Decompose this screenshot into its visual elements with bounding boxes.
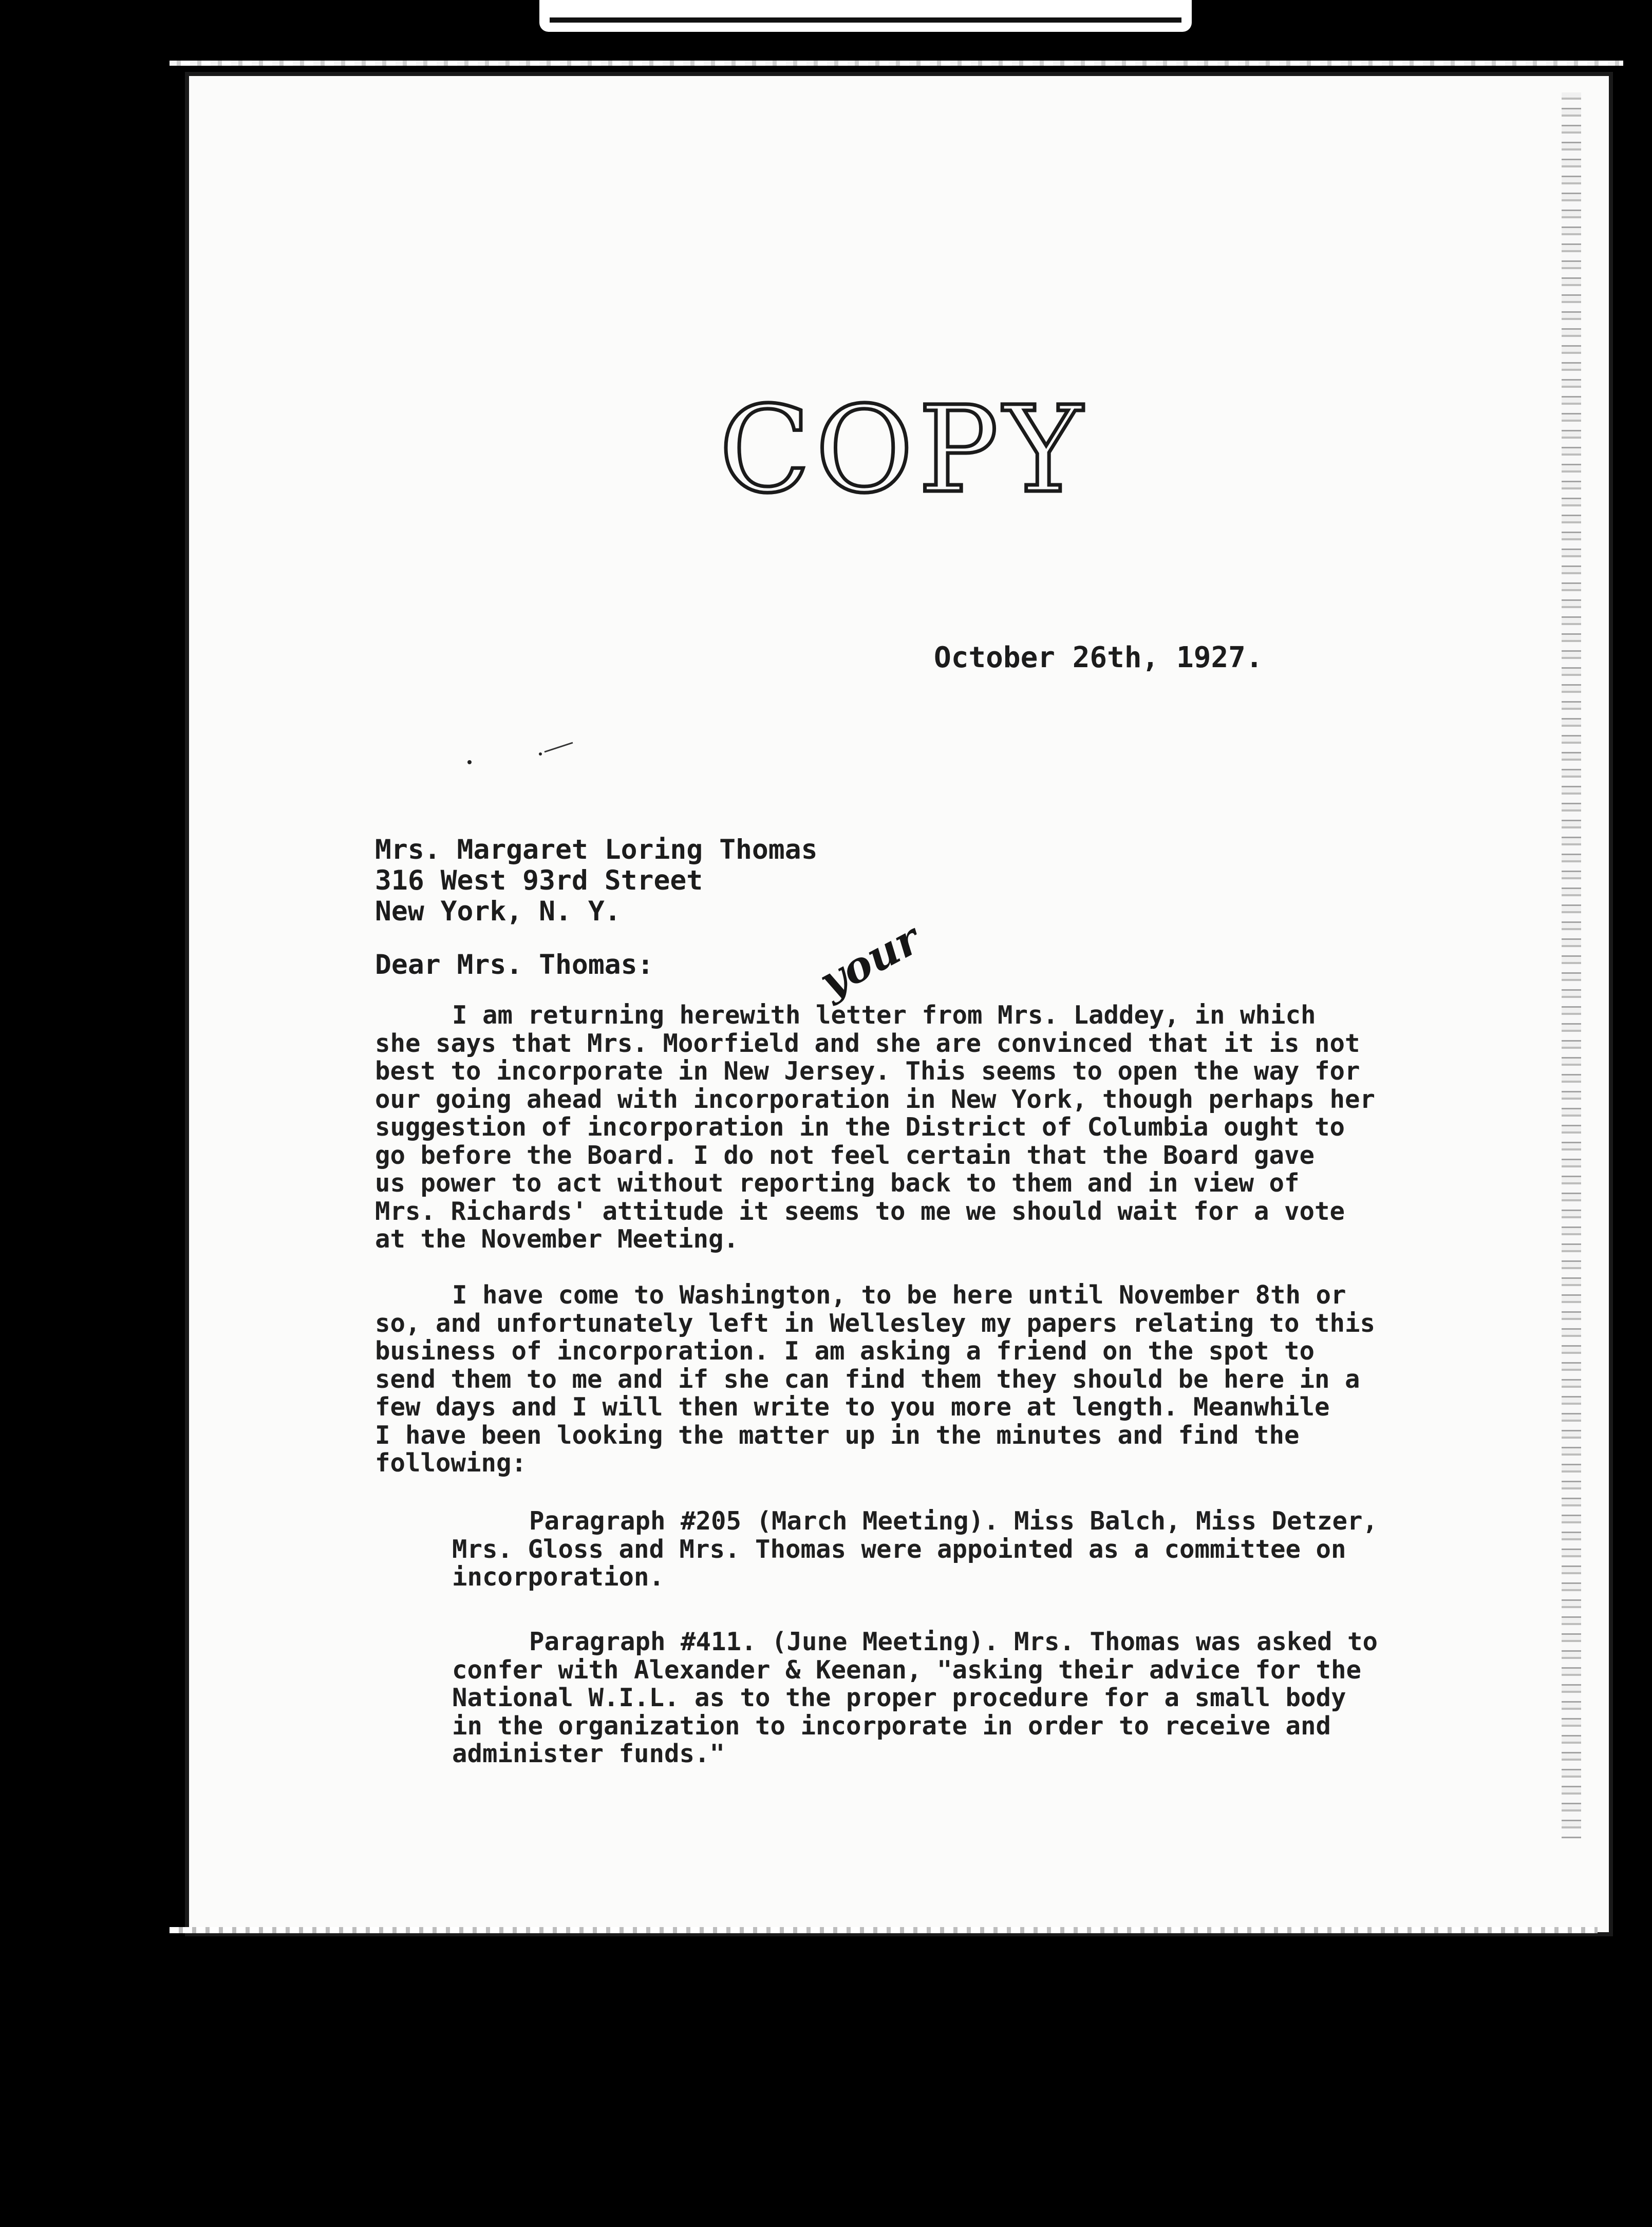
ink-specks: [462, 740, 575, 770]
text-line: following:: [375, 1448, 527, 1478]
text-line: go before the Board. I do not feel certain that the Board gave: [375, 1140, 1315, 1170]
paragraph-4: [452, 1628, 1510, 1768]
text-line: Paragraph #411. (June Meeting). Mrs. Thomas was asked to: [529, 1627, 1378, 1656]
text-line: at the November Meeting.: [375, 1224, 739, 1254]
address-line: New York, N. Y.: [375, 896, 621, 927]
text-line: business of incorporation. I am asking a friend on the spot to: [375, 1336, 1315, 1366]
copy-stamp: COPY: [719, 381, 1087, 519]
sheet-bottom-edge: [170, 1927, 1598, 1933]
clipboard-tab: [539, 0, 1192, 32]
paragraph-1: [375, 1002, 1433, 1254]
recipient-address: [375, 835, 818, 927]
text-line: I am returning herewith letter from Mrs. Laddey, in which: [452, 1001, 1316, 1030]
text-line: National W.I.L. as to the proper procedure for a small body: [452, 1683, 1346, 1712]
text-line: few days and I will then write to you more at length. Meanwhile: [375, 1392, 1330, 1422]
text-line: send them to me and if she can find them they should be here in a: [375, 1364, 1360, 1394]
sheet-top-edge: [170, 61, 1623, 66]
text-line: I have been looking the matter up in the minutes and find the: [375, 1420, 1300, 1450]
text-line: Paragraph #205 (March Meeting). Miss Balch, Miss Detzer,: [529, 1506, 1378, 1536]
text-line: suggestion of incorporation in the District of Columbia ought to: [375, 1112, 1345, 1142]
paragraph-2: [375, 1281, 1433, 1478]
text-line: in the organization to incorporate in order to receive and: [452, 1711, 1331, 1741]
paragraph-3: [452, 1507, 1510, 1592]
text-line: best to incorporate in New Jersey. This seems to open the way for: [375, 1056, 1360, 1086]
text-line: I have come to Washington, to be here until November 8th or: [452, 1280, 1346, 1310]
sheet-right-edge: [1562, 92, 1581, 1839]
letter-date: October 26th, 1927.: [934, 641, 1263, 674]
salutation: Dear Mrs. Thomas:: [375, 949, 654, 980]
text-line: our going ahead with incorporation in New York, though perhaps her: [375, 1084, 1376, 1114]
text-line: Mrs. Gloss and Mrs. Thomas were appointed as a committee on: [452, 1534, 1346, 1564]
text-line: Mrs. Richards' attitude it seems to me we should wait for a vote: [375, 1196, 1345, 1226]
text-line: administer funds.": [452, 1739, 725, 1768]
address-line: 316 West 93rd Street: [375, 865, 703, 896]
text-line: so, and unfortunately left in Wellesley my papers relating to this: [375, 1308, 1376, 1338]
address-line: Mrs. Margaret Loring Thomas: [375, 834, 818, 865]
handwritten-insert: your: [811, 914, 928, 1007]
text-line: confer with Alexander & Keenan, "asking their advice for the: [452, 1655, 1362, 1685]
text-line: us power to act without reporting back to them and in view of: [375, 1168, 1300, 1198]
text-line: she says that Mrs. Moorfield and she are convinced that it is not: [375, 1028, 1360, 1058]
text-line: incorporation.: [452, 1562, 665, 1592]
